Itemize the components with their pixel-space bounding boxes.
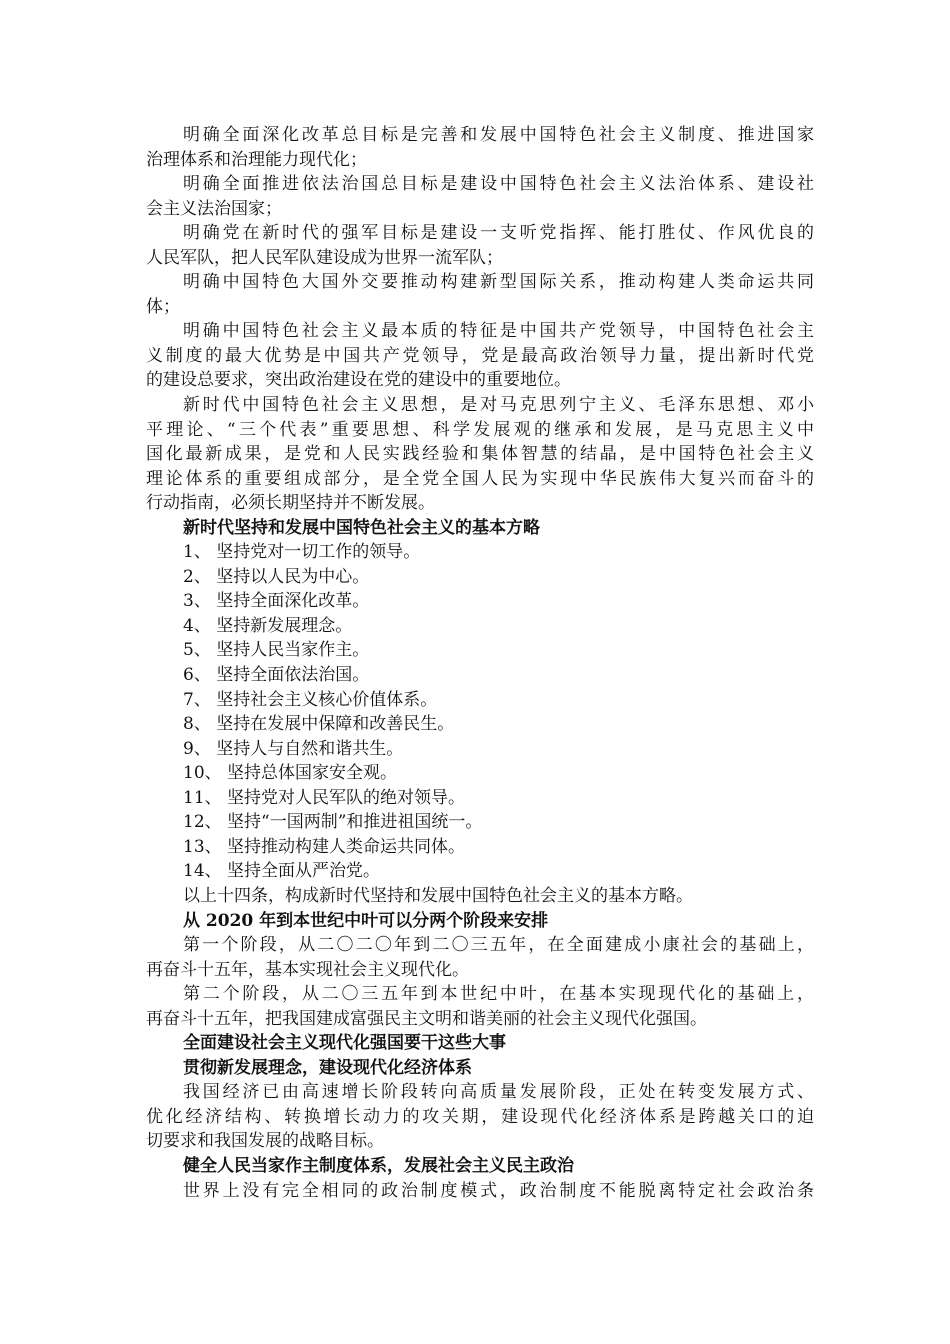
paragraph	[146, 1179, 814, 1204]
paragraph	[146, 172, 814, 221]
list-item: 11、 坚持党对人民军队的绝对领导。	[183, 787, 466, 808]
strategy-list	[146, 540, 814, 884]
text-line: 明确全面推进依法治国总目标是建设中国特色社会主义法治体系、建设社	[183, 174, 814, 195]
list-item: 8、 坚持在发展中保障和改善民生。	[183, 714, 455, 735]
list-item: 13、 坚持推动构建人类命运共同体。	[183, 836, 466, 857]
list-item: 4、 坚持新发展理念。	[183, 615, 353, 636]
list-item: 7、 坚持社会主义核心价值体系。	[183, 689, 438, 710]
paragraph	[146, 270, 814, 319]
paragraph	[146, 319, 814, 393]
text-line: 新时代中国特色社会主义思想，是对马克思列宁主义、毛泽东思想、邓小	[183, 395, 814, 416]
section-heading: 新时代坚持和发展中国特色社会主义的基本方略	[183, 517, 540, 538]
list-item: 14、 坚持全面从严治党。	[183, 861, 381, 882]
text-line: 切要求和我国发展的战略目标。	[146, 1131, 384, 1152]
paragraph	[146, 1080, 814, 1154]
list-item: 12、 坚持“一国两制”和推进祖国统一。	[183, 812, 483, 833]
text-line: 治理体系和治理能力现代化；	[146, 149, 367, 170]
text-line: 人民军队，把人民军队建设成为世界一流军队；	[146, 247, 503, 268]
list-item: 2、 坚持以人民为中心。	[183, 566, 370, 587]
document-page	[146, 123, 814, 1203]
list-item: 1、 坚持党对一切工作的领导。	[183, 542, 421, 563]
list-item: 9、 坚持人与自然和谐共生。	[183, 738, 404, 759]
list-item: 3、 坚持全面深化改革。	[183, 591, 370, 612]
text-line: 世界上没有完全相同的政治制度模式，政治制度不能脱离特定社会政治条	[183, 1180, 814, 1201]
text-line: 行动指南，必须长期坚持并不断发展。	[146, 493, 435, 514]
text-line: 优化经济结构、转换增长动力的攻关期，建设现代化经济体系是跨越关口的迫	[146, 1106, 814, 1127]
section-heading: 从 2020 年到本世纪中叶可以分两个阶段来安排	[183, 910, 549, 931]
text-line: 体；	[146, 296, 180, 317]
text-line: 再奋斗十五年，基本实现社会主义现代化。	[146, 959, 469, 980]
strategy-summary: 以上十四条，构成新时代坚持和发展中国特色社会主义的基本方略。	[183, 885, 693, 906]
paragraph	[146, 123, 814, 172]
list-item: 6、 坚持全面依法治国。	[183, 665, 370, 686]
text-line: 第二个阶段，从二〇三五年到本世纪中叶，在基本实现现代化的基础上，	[183, 984, 814, 1005]
paragraph	[146, 982, 814, 1031]
text-line: 国化最新成果，是党和人民实践经验和集体智慧的结晶，是中国特色社会主义	[146, 444, 814, 465]
text-line: 义制度的最大优势是中国共产党领导，党是最高政治领导力量，提出新时代党	[146, 345, 814, 366]
list-item: 10、 坚持总体国家安全观。	[183, 763, 398, 784]
text-line: 平理论、“三个代表”重要思想、科学发展观的继承和发展，是马克思主义中	[146, 419, 814, 440]
list-item: 5、 坚持人民当家作主。	[183, 640, 370, 661]
paragraph	[146, 221, 814, 270]
section-heading: 全面建设社会主义现代化强国要干这些大事	[183, 1033, 506, 1054]
text-line: 第一个阶段，从二〇二〇年到二〇三五年，在全面建成小康社会的基础上，	[183, 935, 814, 956]
text-line: 明确全面深化改革总目标是完善和发展中国特色社会主义制度、推进国家	[183, 125, 814, 145]
text-line: 会主义法治国家；	[146, 198, 282, 219]
text-line: 明确中国特色社会主义最本质的特征是中国共产党领导，中国特色社会主	[183, 321, 814, 342]
text-line: 明确中国特色大国外交要推动构建新型国际关系，推动构建人类命运共同	[183, 272, 814, 293]
text-line: 再奋斗十五年，把我国建成富强民主文明和谐美丽的社会主义现代化强国。	[146, 1008, 707, 1029]
text-line: 的建设总要求，突出政治建设在党的建设中的重要地位。	[146, 370, 571, 391]
paragraph	[146, 933, 814, 982]
subsection-heading: 贯彻新发展理念，建设现代化经济体系	[183, 1057, 472, 1078]
paragraph	[146, 393, 814, 516]
subsection-heading: 健全人民当家作主制度体系，发展社会主义民主政治	[183, 1155, 574, 1176]
text-line: 我国经济已由高速增长阶段转向高质量发展阶段，正处在转变发展方式、	[183, 1082, 814, 1103]
text-line: 理论体系的重要组成部分，是全党全国人民为实现中华民族伟大复兴而奋斗的	[146, 468, 814, 489]
text-line: 明确党在新时代的强军目标是建设一支听党指挥、能打胜仗、作风优良的	[183, 223, 814, 244]
